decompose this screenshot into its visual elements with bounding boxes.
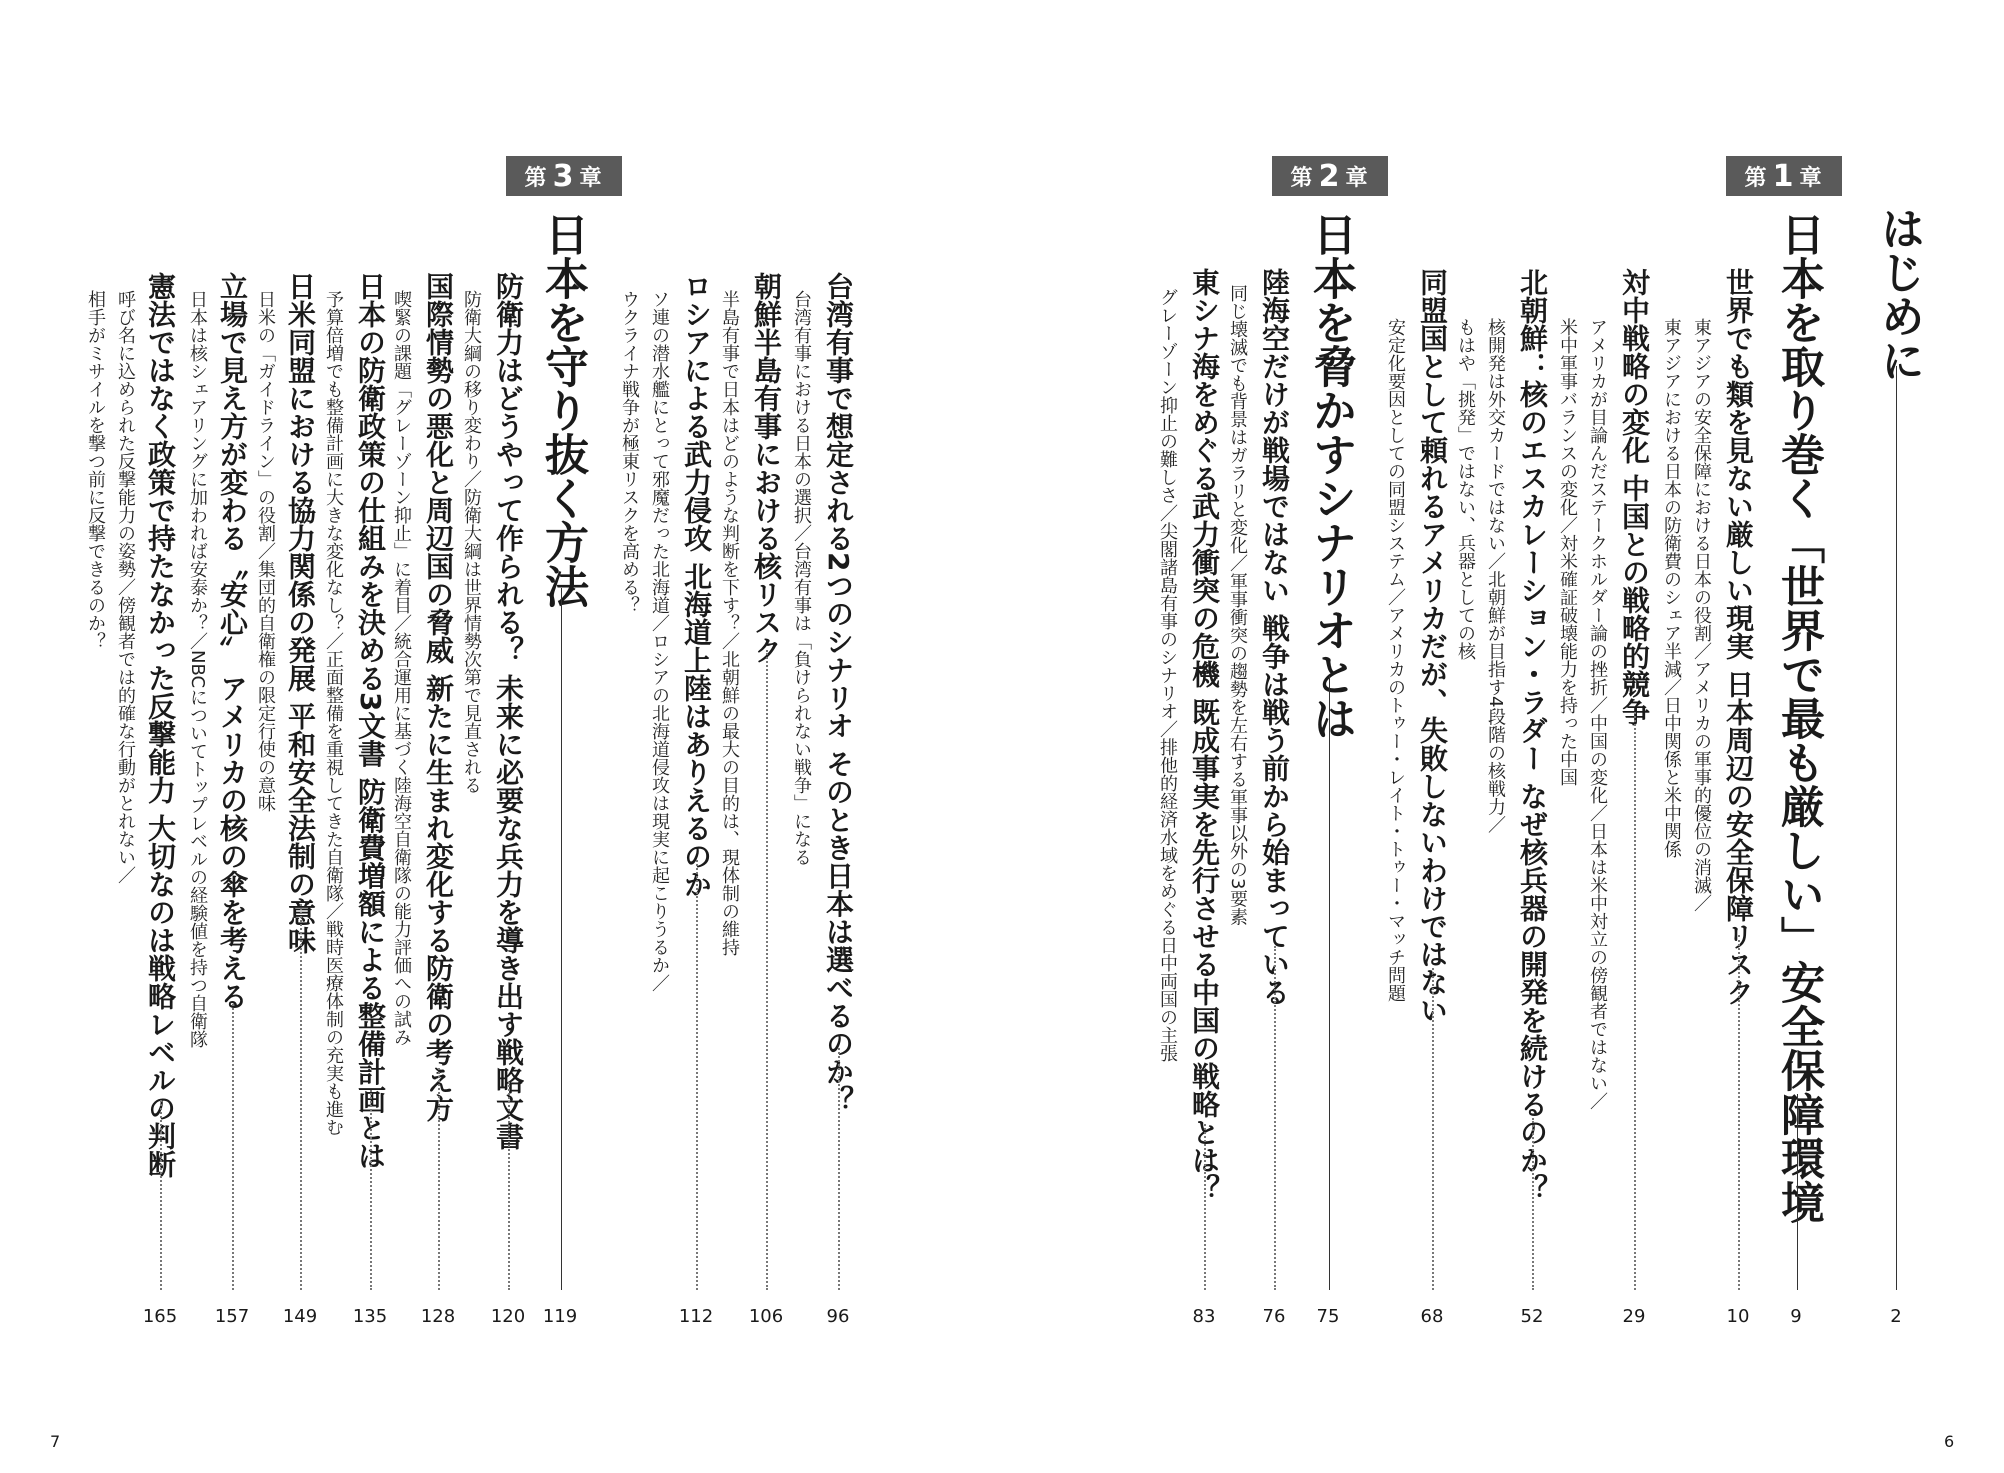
section-3-4[interactable]: 日米同盟における協力関係の発展 平和安全法制の意味 <box>284 272 317 954</box>
section-3-5-sub-a: 日本は核シェアリングに加われば安泰か？／NBCについてトップレベルの経験値を持つ自衛隊 <box>187 290 208 1049</box>
page-number-3-1: 120 <box>490 1306 526 1327</box>
section-3-5-leader <box>232 1004 234 1290</box>
section-2-4-sub-a: 半島有事で日本はどのような判断を下す？／北朝鮮の最大の目的は、現体制の維持 <box>719 290 740 956</box>
section-1-2-sub-b: 米中軍事バランスの変化／対米確証破壊能力を持った中国 <box>1557 318 1578 786</box>
section-3-5[interactable]: 立場で見え方が変わる〝安心〟 アメリカの核の傘を考える <box>216 272 249 1010</box>
section-1-4-sub-a: 安定化要因としての同盟システム／アメリカのトゥー・レイト・トゥー・マッチ問題 <box>1385 318 1406 1002</box>
section-2-2[interactable]: 東シナ海をめぐる武力衝突の危機 既成事実を先行させる中国の戦略とは？ <box>1188 268 1221 1202</box>
section-1-3-leader <box>1532 1118 1534 1290</box>
section-3-4-sub-a: 日米の「ガイドライン」の役割／集団的自衛権の限定行使の意味 <box>255 290 276 812</box>
section-3-2[interactable]: 国際情勢の悪化と周辺国の脅威 新たに生まれ変化する防衛の考え方 <box>422 272 455 1122</box>
page-number-2-1: 76 <box>1262 1306 1286 1327</box>
section-2-5-leader <box>696 860 698 1290</box>
section-2-3-leader <box>838 1048 840 1290</box>
chapter-2-leader <box>1329 676 1330 1290</box>
section-2-1-sub-a: 同じ壊滅でも背景はガラリと変化／軍事衝突の趨勢を左右する軍事以外の3要素 <box>1227 284 1248 926</box>
section-2-4-leader <box>766 650 768 1290</box>
page-number-intro: 2 <box>1890 1306 1902 1327</box>
chapter-3-badge: 第 3 章 <box>506 156 622 196</box>
folio-right: 6 <box>1944 1432 1955 1451</box>
chapter-1-leader <box>1797 1094 1798 1290</box>
page-number-1-3: 52 <box>1520 1306 1544 1327</box>
section-2-2-leader <box>1204 1124 1206 1290</box>
section-3-3[interactable]: 日本の防衛政策の仕組みを決める3文書 防衛費増額による整備計画とは <box>354 272 387 1170</box>
page-number-2-3: 96 <box>826 1306 850 1327</box>
section-1-1-sub-a: 東アジアの安全保障における日本の役割／アメリカの軍事的優位の消滅／ <box>1691 318 1712 912</box>
chapter-1-title[interactable]: 日本を取り巻く「世界で最も厳しい」安全保障環境 <box>1773 212 1824 1224</box>
intro-leader <box>1896 366 1897 1290</box>
section-3-3-sub-a: 予算倍増でも整備計画に大きな変化なし？／正面整備を重視してきた自衛隊／戦時医療体制の充実も進む <box>323 290 344 1136</box>
page-number-1-1: 10 <box>1726 1306 1750 1327</box>
page-number-3-5: 157 <box>214 1306 250 1327</box>
page-number-ch3: 119 <box>542 1306 578 1327</box>
page-number-3-3: 135 <box>352 1306 388 1327</box>
section-2-3-sub-a: 台湾有事における日本の選択／台湾有事は「負けられない戦争」になる <box>791 290 812 866</box>
section-1-1-leader <box>1738 935 1740 1290</box>
page-number-3-4: 149 <box>282 1306 318 1327</box>
page-number-1-2: 29 <box>1622 1306 1646 1327</box>
section-1-1[interactable]: 世界でも類を見ない厳しい現実 日本周辺の安全保障リスク <box>1722 268 1755 1006</box>
chapter-3-leader <box>561 588 562 1290</box>
section-3-6-sub-b: 相手がミサイルを撃つ前に反撃できるのか？ <box>85 290 106 650</box>
section-3-1[interactable]: 防衛力はどうやって作られる？ 未来に必要な兵力を導き出す戦略文書 <box>492 272 525 1150</box>
section-1-2-leader <box>1634 712 1636 1290</box>
section-3-2-sub-a: 喫緊の課題「グレーゾーン抑止」に着目／統合運用に基づく陸海空自衛隊の能力評価への試み <box>391 290 412 1046</box>
page-number-1-4: 68 <box>1420 1306 1444 1327</box>
chapter-2-badge: 第 2 章 <box>1272 156 1388 196</box>
section-2-3[interactable]: 台湾有事で想定される2つのシナリオ そのとき日本は選べるのか？ <box>822 272 855 1114</box>
section-1-3-sub-a: 核開発は外交カードではない／北朝鮮が目指す4段階の核戦力／ <box>1485 318 1506 834</box>
section-1-2[interactable]: 対中戦略の変化 中国との戦略的競争 <box>1618 268 1651 726</box>
page-number-3-2: 128 <box>420 1306 456 1327</box>
page-number-ch2: 75 <box>1316 1306 1340 1327</box>
section-2-5[interactable]: ロシアによる武力侵攻 北海道上陸はありえるのか <box>680 272 713 898</box>
section-1-2-sub-a: アメリカが目論んだステークホルダー論の挫折／中国の変化／日本は米中対立の傍観者ではない／ <box>1587 318 1608 1110</box>
section-3-6[interactable]: 憲法ではなく政策で持たなかった反撃能力 大切なのは戦略レベルの判断 <box>144 272 177 1178</box>
section-2-5-sub-a: ソ連の潜水艦にとって邪魔だった北海道／ロシアの北海道侵攻は現実に起こりうるか／ <box>649 290 670 992</box>
section-1-3[interactable]: 北朝鮮：核のエスカレーション・ラダー なぜ核兵器の開発を続けるのか？ <box>1516 268 1549 1202</box>
folio-left: 7 <box>50 1432 61 1451</box>
section-3-1-leader <box>508 1082 510 1290</box>
section-1-4-leader <box>1432 968 1434 1290</box>
section-3-6-sub-a: 呼び名に込められた反撃能力の姿勢／傍観者では的確な行動がとれない／ <box>115 290 136 884</box>
section-3-4-leader <box>300 904 302 1290</box>
section-2-1[interactable]: 陸海空だけが戦場ではない 戦争は戦う前から始まっている <box>1258 268 1291 1006</box>
section-3-2-leader <box>438 1068 440 1290</box>
chapter-3-title[interactable]: 日本を守り抜く方法 <box>537 212 588 608</box>
page-number-2-5: 112 <box>678 1306 714 1327</box>
intro-heading[interactable]: はじめに <box>1873 206 1924 382</box>
section-1-3-sub-b: もはや「挑発」ではない、兵器としての核 <box>1455 318 1476 660</box>
section-2-2-sub-a: グレーゾーン抑止の難しさ／尖閣諸島有事のシナリオ／排他的経済水域をめぐる日中両国の主張 <box>1157 288 1178 1062</box>
page-number-2-4: 106 <box>748 1306 784 1327</box>
section-3-6-leader <box>160 1100 162 1290</box>
section-3-3-leader <box>370 1090 372 1290</box>
section-2-4[interactable]: 朝鮮半島有事における核リスク <box>750 272 783 664</box>
chapter-2-title[interactable]: 日本を脅かすシナリオとは <box>1305 212 1356 740</box>
page-number-3-6: 165 <box>142 1306 178 1327</box>
page-number-ch1: 9 <box>1790 1306 1802 1327</box>
section-1-4[interactable]: 同盟国として頼れるアメリカだが、失敗しないわけではない <box>1416 268 1449 1024</box>
section-3-1-sub-a: 防衛大綱の移り変わり／防衛大綱は世界情勢次第で見直される <box>461 290 482 794</box>
chapter-1-badge: 第 1 章 <box>1726 156 1842 196</box>
section-2-5-sub-b: ウクライナ戦争が極東リスクを高める？ <box>619 290 640 614</box>
page-number-2-2: 83 <box>1192 1306 1216 1327</box>
section-2-1-leader <box>1274 946 1276 1290</box>
section-1-1-sub-b: 東アジアにおける日本の防衛費のシェア半減／日中関係と米中関係 <box>1661 318 1682 858</box>
